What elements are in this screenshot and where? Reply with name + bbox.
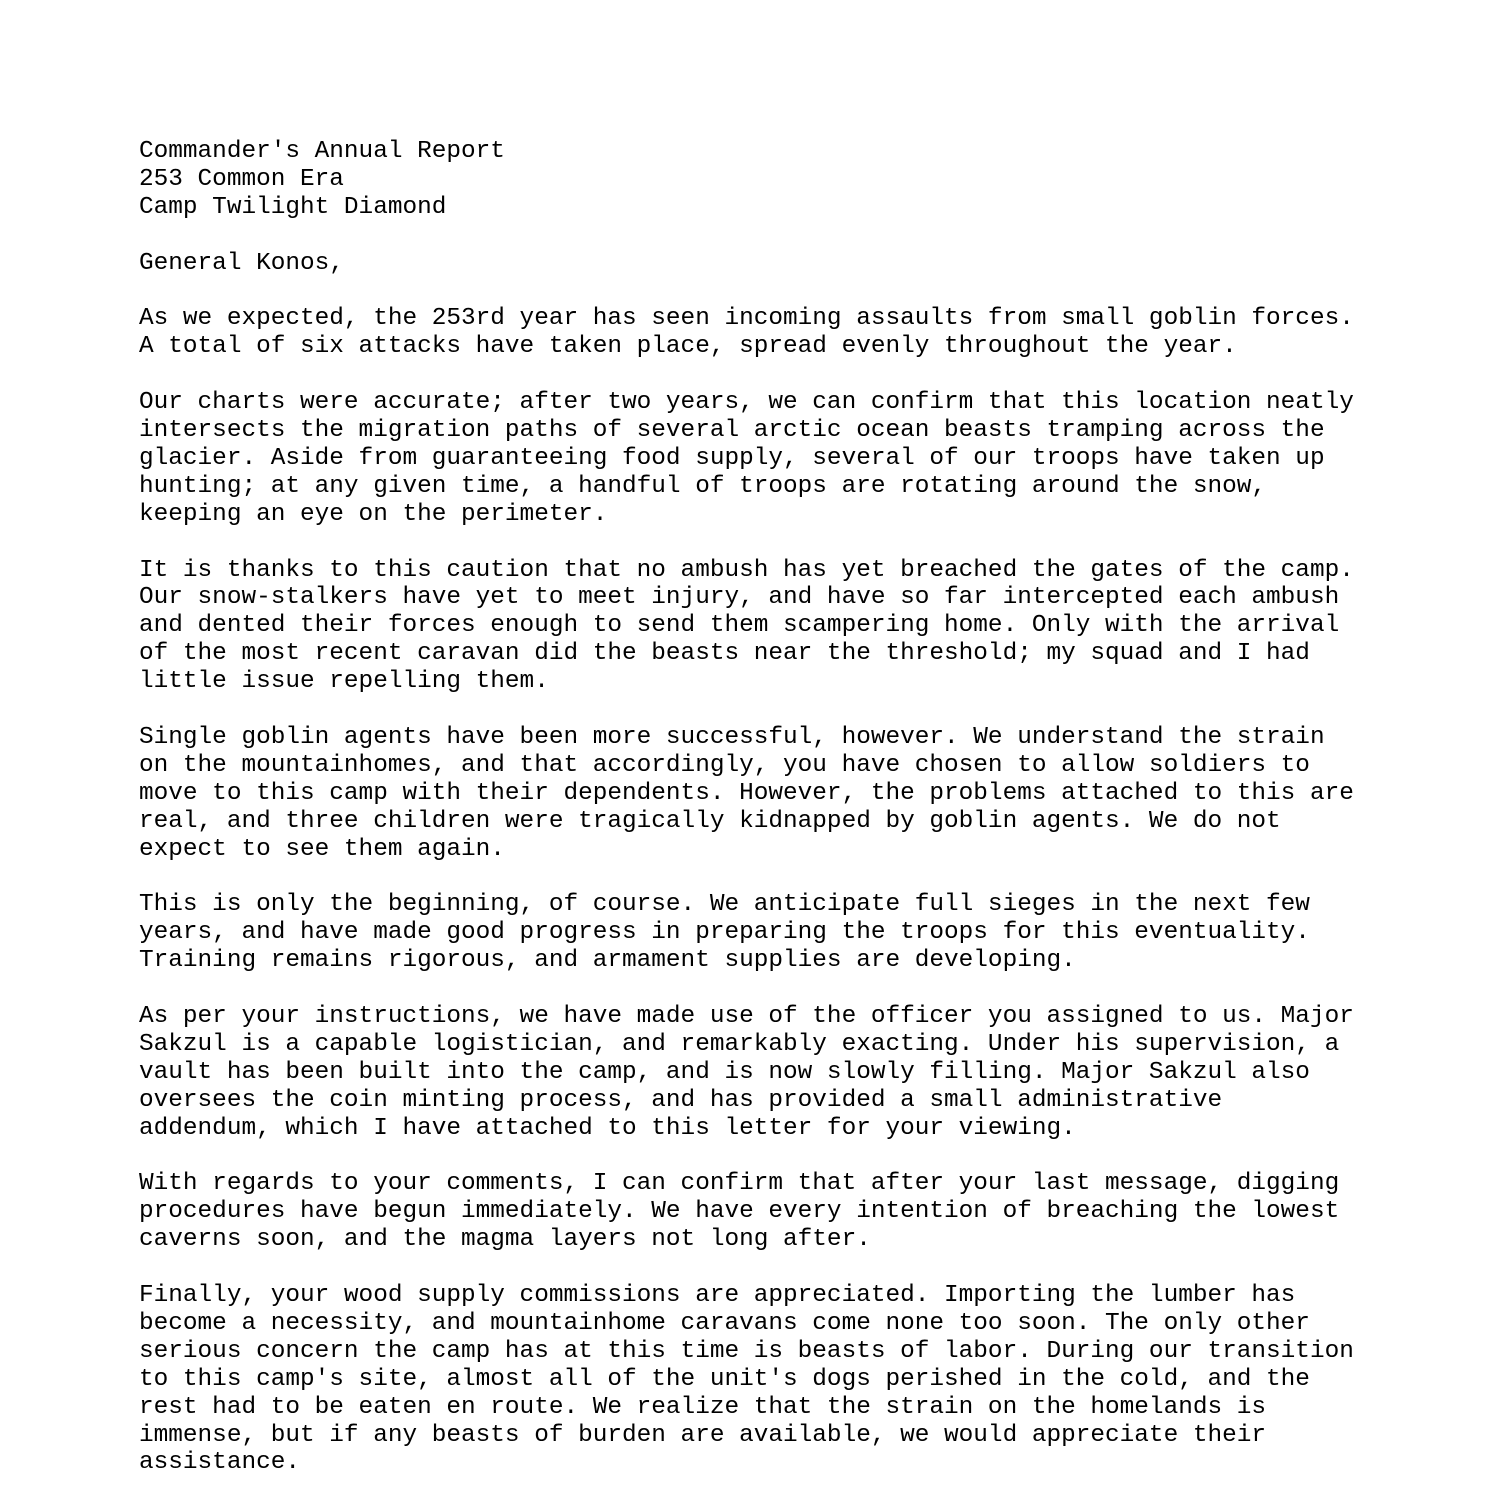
paragraph-line: move to this camp with their dependents. However, the problems attached to this are xyxy=(139,779,1354,807)
salutation xyxy=(139,250,1379,278)
paragraph-line: keeping an eye on the perimeter. xyxy=(139,500,608,528)
report-header xyxy=(139,138,1379,222)
paragraph-line: As we expected, the 253rd year has seen incoming assaults from small goblin forces. xyxy=(139,305,1354,333)
paragraph-line: It is thanks to this caution that no ambush has yet breached the gates of the camp. xyxy=(139,556,1354,584)
paragraph-line: on the mountainhomes, and that accordingly, you have chosen to allow soldiers to xyxy=(139,751,1310,779)
paragraph-line: oversees the coin minting process, and has provided a small administrative xyxy=(139,1086,1223,1114)
paragraph-line: rest had to be eaten en route. We realize that the strain on the homelands is xyxy=(139,1393,1267,1421)
paragraph-8 xyxy=(139,1282,1379,1477)
paragraph-line: become a necessity, and mountainhome caravans come none too soon. The only other xyxy=(139,1309,1310,1337)
paragraph-7 xyxy=(139,1170,1379,1254)
paragraph-line: to this camp's site, almost all of the unit's dogs perished in the cold, and the xyxy=(139,1365,1310,1393)
paragraph-line: Sakzul is a capable logistician, and remarkably exacting. Under his supervision, a xyxy=(139,1030,1340,1058)
report-year: 253 Common Era xyxy=(139,165,344,193)
salutation-line: General Konos, xyxy=(139,249,344,277)
paragraph-5 xyxy=(139,891,1379,975)
paragraph-line: caverns soon, and the magma layers not long after. xyxy=(139,1226,871,1254)
paragraph-line: procedures have begun immediately. We have every intention of breaching the lowest xyxy=(139,1198,1340,1226)
paragraph-line: immense, but if any beasts of burden are available, we would appreciate their xyxy=(139,1421,1267,1449)
paragraph-line: Finally, your wood supply commissions are appreciated. Importing the lumber has xyxy=(139,1282,1296,1310)
paragraph-line: As per your instructions, we have made use of the officer you assigned to us. Major xyxy=(139,1002,1354,1030)
paragraph-3 xyxy=(139,557,1379,697)
paragraph-line: Training remains rigorous, and armament supplies are developing. xyxy=(139,947,1076,975)
paragraph-line: vault has been built into the camp, and is now slowly filling. Major Sakzul also xyxy=(139,1058,1310,1086)
paragraph-line: A total of six attacks have taken place, spread evenly throughout the year. xyxy=(139,333,1237,361)
paragraph-line: hunting; at any given time, a handful of troops are rotating around the snow, xyxy=(139,472,1267,500)
paragraph-line: Our charts were accurate; after two years, we can confirm that this location neatly xyxy=(139,389,1354,417)
paragraph-line: Single goblin agents have been more successful, however. We understand the strain xyxy=(139,723,1325,751)
paragraph-4 xyxy=(139,724,1379,864)
paragraph-line: glacier. Aside from guaranteeing food supply, several of our troops have taken up xyxy=(139,444,1325,472)
paragraph-line: serious concern the camp has at this time is beasts of labor. During our transition xyxy=(139,1337,1354,1365)
paragraph-line: Our snow-stalkers have yet to meet injury, and have so far intercepted each ambush xyxy=(139,584,1340,612)
paragraph-line: real, and three children were tragically kidnapped by goblin agents. We do not xyxy=(139,807,1281,835)
paragraph-line: addendum, which I have attached to this letter for your viewing. xyxy=(139,1114,1076,1142)
paragraph-line: little issue repelling them. xyxy=(139,668,549,696)
paragraph-6 xyxy=(139,1003,1379,1143)
paragraph-line: of the most recent caravan did the beasts near the threshold; my squad and I had xyxy=(139,640,1310,668)
paragraph-line: expect to see them again. xyxy=(139,835,505,863)
paragraph-1 xyxy=(139,305,1379,361)
paragraph-line: With regards to your comments, I can confirm that after your last message, digging xyxy=(139,1170,1340,1198)
camp-name: Camp Twilight Diamond xyxy=(139,193,447,221)
paragraph-2 xyxy=(139,389,1379,529)
paragraph-line: intersects the migration paths of several arctic ocean beasts tramping across the xyxy=(139,417,1325,445)
letter-document xyxy=(139,138,1379,1505)
paragraph-line: This is only the beginning, of course. We anticipate full sieges in the next few xyxy=(139,891,1310,919)
paragraph-line: and dented their forces enough to send them scampering home. Only with the arrival xyxy=(139,612,1340,640)
paragraph-line: assistance. xyxy=(139,1449,301,1477)
paragraph-line: years, and have made good progress in preparing the troops for this eventuality. xyxy=(139,919,1310,947)
report-title: Commander's Annual Report xyxy=(139,138,505,165)
